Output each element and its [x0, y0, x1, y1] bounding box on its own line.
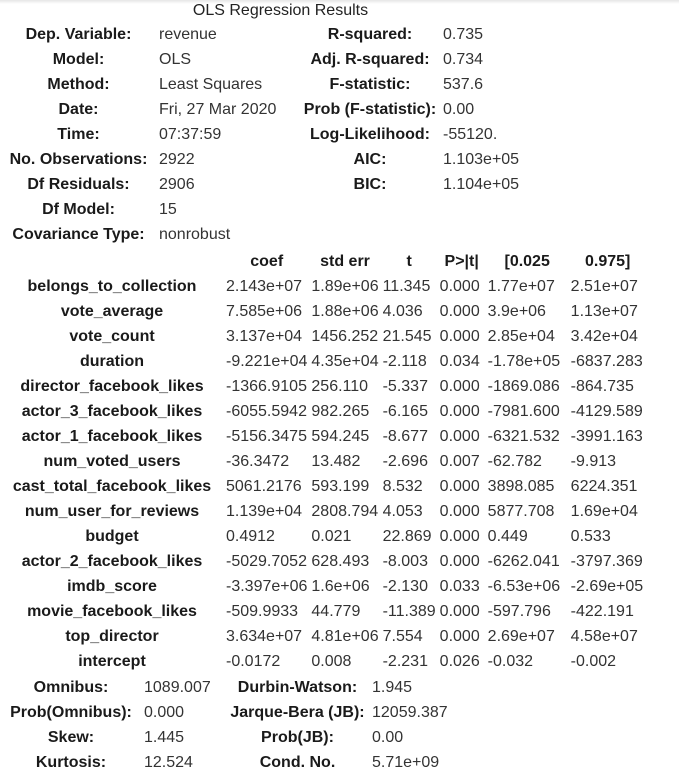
coefficient-cell: 0.021	[311, 528, 352, 545]
coefficient-cell: -0.002	[570, 653, 617, 670]
coefficients-table	[0, 249, 647, 674]
coefficient-cell: 7.585e+06	[226, 303, 303, 320]
coefficient-cell: -6.165	[382, 403, 428, 420]
coefficient-cell: 3.634e+07	[226, 628, 303, 645]
summary-value: 2922	[159, 151, 195, 168]
column-header: t	[406, 253, 412, 270]
coefficient-row	[0, 649, 647, 674]
coefficient-cell: 1.13e+07	[570, 303, 638, 320]
coefficient-cell: 0.008	[311, 653, 352, 670]
coefficient-cell: 1.139e+04	[226, 503, 303, 520]
column-header: std err	[320, 253, 370, 270]
coefficient-cell: 1.88e+06	[311, 303, 379, 320]
coefficients-header-row	[0, 249, 647, 274]
summary-label: BIC:	[353, 176, 387, 193]
diagnostics-row	[0, 700, 470, 725]
diagnostic-value: 1.945	[372, 679, 413, 696]
coefficient-cell: 13.482	[311, 453, 361, 470]
coefficient-cell: -1.78e+05	[487, 353, 561, 370]
coefficient-cell: -4129.589	[570, 403, 643, 420]
diagnostic-value: 1.445	[144, 729, 185, 746]
coefficient-cell: -2.231	[382, 653, 428, 670]
coefficient-cell: -6262.041	[487, 553, 560, 570]
summary-value: 07:37:59	[159, 126, 222, 143]
coefficient-cell: 21.545	[382, 328, 432, 345]
coefficient-cell: 0.000	[439, 528, 480, 545]
coefficient-cell: -3797.369	[570, 553, 643, 570]
summary-label	[299, 222, 441, 247]
coefficient-cell: 4.053	[382, 503, 423, 520]
summary-label: F-statistic:	[329, 76, 411, 93]
diagnostic-label: Cond. No.	[259, 754, 336, 771]
coefficient-cell: -3991.163	[570, 428, 643, 445]
column-header: [0.025	[504, 253, 550, 270]
variable-name: duration	[80, 353, 144, 370]
variable-name: imdb_score	[67, 578, 157, 595]
results-title: OLS Regression Results	[192, 2, 369, 19]
coefficient-cell: 0.000	[439, 553, 480, 570]
coefficient-cell: 1.69e+04	[570, 503, 638, 520]
coefficient-cell: 2808.794	[311, 503, 379, 520]
variable-name: intercept	[78, 653, 146, 670]
summary-label: Prob (F-statistic):	[303, 101, 437, 118]
summary-value: 1.103e+05	[443, 151, 520, 168]
summary-row	[0, 172, 561, 197]
variable-name: belongs_to_collection	[27, 278, 197, 295]
summary-value: 0.734	[443, 51, 484, 68]
summary-table	[0, 0, 561, 247]
summary-value: 537.6	[443, 76, 484, 93]
coefficient-cell: 1456.252	[311, 328, 379, 345]
summary-label: Log-Likelihood:	[310, 126, 430, 143]
coefficient-cell: -6837.283	[570, 353, 643, 370]
diagnostic-label: Skew:	[47, 729, 95, 746]
coefficient-cell: -5.337	[382, 378, 428, 395]
summary-row	[0, 122, 561, 147]
coefficient-cell: 0.533	[570, 528, 611, 545]
coefficient-cell: 4.35e+04	[311, 353, 379, 370]
coefficient-row	[0, 599, 647, 624]
summary-value: 15	[159, 201, 177, 218]
diagnostic-value: 12.524	[144, 754, 193, 771]
diagnostic-value: 12059.387	[372, 704, 448, 721]
variable-name: actor_1_facebook_likes	[21, 428, 203, 445]
summary-row	[0, 72, 561, 97]
coefficient-cell: -9.913	[570, 453, 617, 470]
coefficient-cell: 5877.708	[487, 503, 555, 520]
summary-value: Least Squares	[159, 76, 263, 93]
coefficient-cell: 0.000	[439, 428, 480, 445]
summary-label: Time:	[57, 126, 100, 143]
summary-label: Method:	[47, 76, 110, 93]
coefficient-cell: 256.110	[311, 378, 369, 395]
coefficient-cell: 0.449	[487, 528, 528, 545]
coefficient-cell: 0.026	[439, 653, 480, 670]
variable-name: vote_count	[69, 328, 155, 345]
variable-name: movie_facebook_likes	[27, 603, 197, 620]
coefficient-row	[0, 499, 647, 524]
coefficient-cell: 1.77e+07	[487, 278, 555, 295]
column-header: P>|t|	[444, 253, 479, 270]
coefficient-cell: 3898.085	[487, 478, 555, 495]
coefficient-row	[0, 449, 647, 474]
coefficient-cell: -2.69e+05	[570, 578, 644, 595]
coefficient-cell: -509.9933	[226, 603, 299, 620]
coefficient-cell: 982.265	[311, 403, 370, 420]
column-header: coef	[250, 253, 284, 270]
coefficient-cell: 6224.351	[570, 478, 638, 495]
coefficient-cell: 3.137e+04	[226, 328, 303, 345]
coefficient-cell: 4.036	[382, 303, 423, 320]
coefficient-cell: -8.677	[382, 428, 428, 445]
summary-label: Df Model:	[42, 201, 115, 218]
coefficient-cell: 0.000	[439, 628, 480, 645]
summary-row	[0, 147, 561, 172]
coefficient-cell: 22.869	[382, 528, 432, 545]
variable-name: budget	[85, 528, 139, 545]
summary-value: Fri, 27 Mar 2020	[159, 101, 277, 118]
coefficient-cell: 0.4912	[226, 528, 275, 545]
summary-label: AIC:	[353, 151, 387, 168]
coefficient-row	[0, 424, 647, 449]
coefficient-cell: -0.032	[487, 653, 534, 670]
summary-row	[0, 47, 561, 72]
coefficient-cell: -2.696	[382, 453, 428, 470]
coefficient-cell: 5061.2176	[226, 478, 302, 495]
coefficient-cell: -8.003	[382, 553, 428, 570]
coefficient-cell: -11.389	[382, 603, 436, 620]
coefficient-cell: 44.779	[311, 603, 361, 620]
variable-name: top_director	[65, 628, 159, 645]
summary-label: Model:	[52, 51, 105, 68]
diagnostic-label: Jarque-Bera (JB):	[230, 704, 365, 721]
diagnostic-label: Durbin-Watson:	[237, 679, 358, 696]
coefficient-row	[0, 349, 647, 374]
coefficient-cell: -2.130	[382, 578, 428, 595]
coefficient-cell: -422.191	[570, 603, 634, 620]
coefficient-cell: 2.51e+07	[570, 278, 638, 295]
coefficient-row	[0, 574, 647, 599]
coefficient-cell: 594.245	[311, 428, 370, 445]
summary-value: 1.104e+05	[443, 176, 520, 193]
coefficient-cell: -62.782	[487, 453, 542, 470]
coefficient-cell: 4.58e+07	[570, 628, 638, 645]
coefficient-cell: 1.89e+06	[311, 278, 379, 295]
coefficient-cell: 0.000	[439, 378, 480, 395]
coefficient-cell: 0.000	[439, 303, 480, 320]
summary-row	[0, 22, 561, 47]
summary-label: Covariance Type:	[12, 226, 145, 243]
coefficient-row	[0, 274, 647, 299]
coefficient-cell: -6.53e+06	[487, 578, 561, 595]
coefficient-cell: 3.42e+04	[570, 328, 638, 345]
coefficient-row	[0, 524, 647, 549]
variable-name: director_facebook_likes	[20, 378, 204, 395]
coefficient-cell: 628.493	[311, 553, 370, 570]
diagnostic-label: Prob(Omnibus):	[10, 704, 132, 721]
summary-value: 0.00	[443, 101, 475, 118]
summary-row	[0, 97, 561, 122]
coefficient-cell: -2.118	[382, 353, 427, 370]
coefficient-cell: -1366.9105	[226, 378, 307, 395]
summary-value: -55120.	[443, 126, 498, 143]
coefficient-row	[0, 549, 647, 574]
coefficient-row	[0, 624, 647, 649]
coefficient-cell: -864.735	[570, 378, 634, 395]
coefficient-row	[0, 474, 647, 499]
summary-value: OLS	[159, 51, 192, 68]
diagnostic-label: Omnibus:	[33, 679, 109, 696]
diagnostics-row	[0, 675, 470, 700]
summary-value: 2906	[159, 176, 195, 193]
diagnostic-label: Prob(JB):	[261, 729, 334, 746]
coefficient-cell: 3.9e+06	[487, 303, 546, 320]
variable-name: num_user_for_reviews	[24, 503, 200, 520]
coefficient-cell: -5156.3475	[226, 428, 307, 445]
summary-value	[441, 197, 561, 222]
coefficient-row	[0, 299, 647, 324]
diagnostic-value: 1089.007	[144, 679, 211, 696]
coefficient-cell: 593.199	[311, 478, 370, 495]
diagnostics-row	[0, 725, 470, 750]
coefficient-row	[0, 399, 647, 424]
coefficient-cell: 0.034	[439, 353, 480, 370]
header-blank	[0, 249, 224, 274]
summary-label: R-squared:	[327, 26, 413, 43]
summary-label: No. Observations:	[9, 151, 148, 168]
coefficient-cell: 0.000	[439, 328, 480, 345]
summary-label: Date:	[58, 101, 99, 118]
coefficient-row	[0, 324, 647, 349]
variable-name: vote_average	[60, 303, 164, 320]
diagnostic-value: 5.71e+09	[372, 754, 440, 771]
coefficient-cell: 0.007	[439, 453, 480, 470]
diagnostics-row	[0, 750, 470, 775]
diagnostic-label: Kurtosis:	[35, 754, 107, 771]
summary-row	[0, 222, 561, 247]
summary-value: 0.735	[443, 26, 484, 43]
summary-label	[299, 197, 441, 222]
coefficient-cell: -7981.600	[487, 403, 560, 420]
diagnostics-table	[0, 675, 470, 775]
coefficient-cell: -9.221e+04	[226, 353, 308, 370]
coefficient-cell: 2.143e+07	[226, 278, 303, 295]
coefficient-cell: 2.85e+04	[487, 328, 555, 345]
coefficient-cell: -5029.7052	[226, 553, 307, 570]
coefficient-cell: 8.532	[382, 478, 423, 495]
summary-value: nonrobust	[159, 226, 231, 243]
coefficient-cell: 0.033	[439, 578, 480, 595]
summary-row	[0, 197, 561, 222]
coefficient-cell: 0.000	[439, 403, 480, 420]
coefficient-cell: 0.000	[439, 603, 480, 620]
coefficient-cell: 4.81e+06	[311, 628, 379, 645]
variable-name: cast_total_facebook_likes	[12, 478, 212, 495]
summary-value: revenue	[159, 26, 217, 43]
variable-name: num_voted_users	[43, 453, 181, 470]
column-header: 0.975]	[584, 253, 631, 270]
diagnostic-value: 0.00	[372, 729, 404, 746]
coefficient-cell: -6055.5942	[226, 403, 307, 420]
coefficient-cell: -597.796	[487, 603, 551, 620]
coefficient-cell: -6321.532	[487, 428, 560, 445]
diagnostic-value: 0.000	[144, 704, 185, 721]
summary-label: Df Residuals:	[27, 176, 130, 193]
coefficient-cell: 0.000	[439, 478, 480, 495]
summary-label: Dep. Variable:	[25, 26, 132, 43]
variable-name: actor_3_facebook_likes	[21, 403, 203, 420]
coefficient-cell: 0.000	[439, 278, 480, 295]
coefficient-cell: 0.000	[439, 503, 480, 520]
summary-label: Adj. R-squared:	[310, 51, 430, 68]
coefficient-cell: -36.3472	[226, 453, 290, 470]
coefficient-cell: 7.554	[382, 628, 423, 645]
coefficient-cell: -3.397e+06	[226, 578, 308, 595]
coefficient-cell: -1869.086	[487, 378, 560, 395]
variable-name: actor_2_facebook_likes	[21, 553, 203, 570]
coefficient-cell: 11.345	[382, 278, 431, 295]
summary-value	[441, 222, 561, 247]
coefficient-row	[0, 374, 647, 399]
coefficient-cell: -0.0172	[226, 653, 281, 670]
coefficient-cell: 2.69e+07	[487, 628, 555, 645]
coefficient-cell: 1.6e+06	[311, 578, 370, 595]
